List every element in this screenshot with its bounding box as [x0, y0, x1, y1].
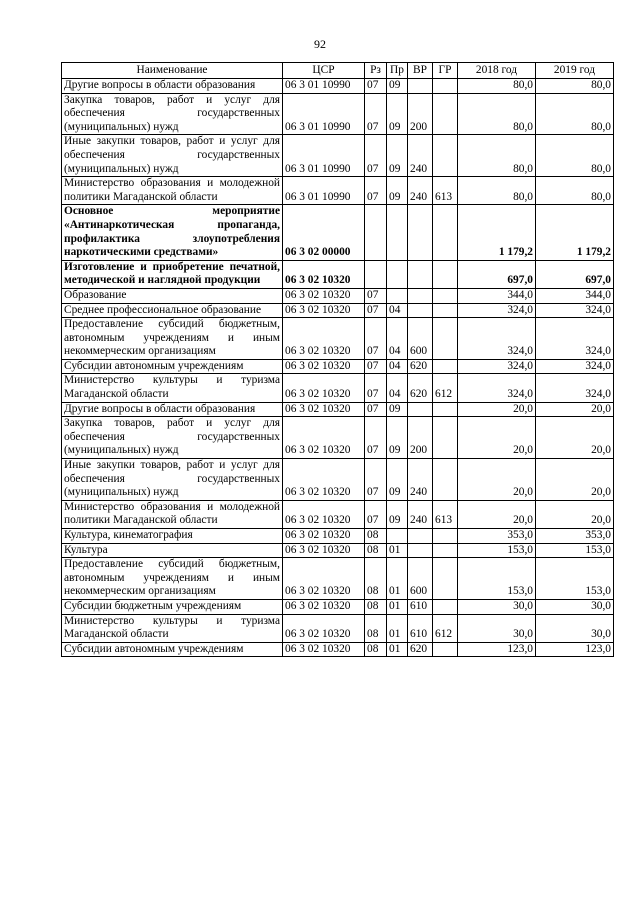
row-rz	[365, 205, 387, 260]
table-row	[62, 558, 614, 600]
row-name: Другие вопросы в области образования	[62, 402, 283, 417]
row-amount-2018: 80,0	[458, 135, 536, 177]
table-row	[62, 614, 614, 642]
row-csr: 06 3 02 10320	[283, 599, 365, 614]
row-pr	[387, 260, 408, 288]
row-csr: 06 3 01 10990	[283, 93, 365, 135]
row-rz: 07	[365, 135, 387, 177]
row-gr	[433, 318, 458, 360]
row-vr	[408, 543, 433, 558]
row-pr	[387, 288, 408, 303]
row-pr: 01	[387, 642, 408, 657]
row-pr: 04	[387, 359, 408, 374]
row-amount-2019: 153,0	[536, 558, 614, 600]
table-row	[62, 288, 614, 303]
col-header-2019: 2019 год	[536, 63, 614, 79]
row-rz: 07	[365, 177, 387, 205]
row-amount-2019: 30,0	[536, 599, 614, 614]
row-csr: 06 3 02 00000	[283, 205, 365, 260]
row-gr	[433, 402, 458, 417]
row-gr	[433, 359, 458, 374]
col-header-gr: ГР	[433, 63, 458, 79]
row-csr: 06 3 02 10320	[283, 288, 365, 303]
row-amount-2018: 20,0	[458, 500, 536, 528]
row-csr: 06 3 02 10320	[283, 260, 365, 288]
row-csr: 06 3 02 10320	[283, 318, 365, 360]
page-number: 92	[314, 37, 326, 51]
row-amount-2019: 80,0	[536, 177, 614, 205]
row-amount-2018: 324,0	[458, 318, 536, 360]
col-header-rz: Рз	[365, 63, 387, 79]
row-gr	[433, 642, 458, 657]
table-row	[62, 529, 614, 544]
row-csr: 06 3 02 10320	[283, 614, 365, 642]
row-pr: 01	[387, 543, 408, 558]
row-name: Предоставление субсидий бюджетным, автономным учреждениям и иным некоммерческим организациям	[62, 558, 283, 600]
row-csr: 06 3 02 10320	[283, 529, 365, 544]
row-pr: 04	[387, 318, 408, 360]
row-name: Изготовление и приобретение печатной, методической и наглядной продукции	[62, 260, 283, 288]
row-vr	[408, 402, 433, 417]
row-csr: 06 3 01 10990	[283, 177, 365, 205]
table-row	[62, 543, 614, 558]
table-row	[62, 359, 614, 374]
row-pr: 09	[387, 417, 408, 459]
row-csr: 06 3 02 10320	[283, 543, 365, 558]
row-pr	[387, 205, 408, 260]
table-row	[62, 260, 614, 288]
row-pr: 01	[387, 558, 408, 600]
row-amount-2018: 80,0	[458, 79, 536, 94]
row-gr	[433, 599, 458, 614]
row-vr: 200	[408, 417, 433, 459]
table-header-row	[62, 63, 614, 79]
row-name: Иные закупки товаров, работ и услуг для обеспечения государственных (муниципальных) нужд	[62, 135, 283, 177]
table-row	[62, 599, 614, 614]
row-amount-2018: 344,0	[458, 288, 536, 303]
row-gr: 613	[433, 177, 458, 205]
row-name: Субсидии автономным учреждениям	[62, 642, 283, 657]
row-rz: 08	[365, 529, 387, 544]
row-vr: 240	[408, 500, 433, 528]
col-header-pr: Пр	[387, 63, 408, 79]
row-vr: 610	[408, 599, 433, 614]
row-pr: 09	[387, 135, 408, 177]
row-name: Другие вопросы в области образования	[62, 79, 283, 94]
row-amount-2019: 353,0	[536, 529, 614, 544]
row-amount-2019: 344,0	[536, 288, 614, 303]
row-rz: 08	[365, 614, 387, 642]
row-amount-2019: 20,0	[536, 417, 614, 459]
row-amount-2018: 30,0	[458, 599, 536, 614]
table-row	[62, 417, 614, 459]
row-csr: 06 3 02 10320	[283, 374, 365, 402]
row-vr: 620	[408, 374, 433, 402]
row-pr: 04	[387, 374, 408, 402]
row-name: Субсидии бюджетным учреждениям	[62, 599, 283, 614]
col-header-name: Наименование	[62, 63, 283, 79]
row-amount-2018: 20,0	[458, 417, 536, 459]
row-rz: 07	[365, 374, 387, 402]
row-name: Субсидии автономным учреждениям	[62, 359, 283, 374]
row-amount-2019: 20,0	[536, 402, 614, 417]
row-amount-2018: 324,0	[458, 303, 536, 318]
row-name: Культура	[62, 543, 283, 558]
row-name: Министерство культуры и туризма Магаданской области	[62, 614, 283, 642]
table-row	[62, 177, 614, 205]
row-vr: 610	[408, 614, 433, 642]
row-amount-2019: 324,0	[536, 374, 614, 402]
row-vr	[408, 529, 433, 544]
row-pr	[387, 529, 408, 544]
row-vr	[408, 288, 433, 303]
row-gr	[433, 417, 458, 459]
row-amount-2018: 353,0	[458, 529, 536, 544]
row-name: Среднее профессиональное образование	[62, 303, 283, 318]
row-name: Закупка товаров, работ и услуг для обеспечения государственных (муниципальных) нужд	[62, 417, 283, 459]
row-pr: 01	[387, 614, 408, 642]
col-header-csr: ЦСР	[283, 63, 365, 79]
row-amount-2018: 153,0	[458, 543, 536, 558]
row-name: Закупка товаров, работ и услуг для обеспечения государственных (муниципальных) нужд	[62, 93, 283, 135]
row-rz: 07	[365, 359, 387, 374]
row-rz: 07	[365, 417, 387, 459]
row-name: Министерство образования и молодежной политики Магаданской области	[62, 500, 283, 528]
row-vr: 600	[408, 318, 433, 360]
row-vr: 240	[408, 177, 433, 205]
row-gr	[433, 459, 458, 501]
row-csr: 06 3 02 10320	[283, 558, 365, 600]
row-gr: 612	[433, 614, 458, 642]
row-vr: 620	[408, 642, 433, 657]
row-amount-2018: 20,0	[458, 459, 536, 501]
row-pr: 09	[387, 93, 408, 135]
table-row	[62, 642, 614, 657]
row-gr	[433, 135, 458, 177]
row-rz: 08	[365, 543, 387, 558]
table-row	[62, 459, 614, 501]
row-vr	[408, 205, 433, 260]
row-gr	[433, 303, 458, 318]
row-csr: 06 3 02 10320	[283, 459, 365, 501]
row-vr: 240	[408, 135, 433, 177]
row-gr	[433, 558, 458, 600]
row-gr	[433, 529, 458, 544]
row-vr: 600	[408, 558, 433, 600]
row-csr: 06 3 02 10320	[283, 359, 365, 374]
row-pr: 04	[387, 303, 408, 318]
row-vr: 240	[408, 459, 433, 501]
row-vr: 620	[408, 359, 433, 374]
row-name: Министерство образования и молодежной политики Магаданской области	[62, 177, 283, 205]
table-row	[62, 500, 614, 528]
row-rz: 07	[365, 402, 387, 417]
row-amount-2019: 697,0	[536, 260, 614, 288]
row-csr: 06 3 02 10320	[283, 402, 365, 417]
row-amount-2018: 324,0	[458, 374, 536, 402]
row-amount-2019: 30,0	[536, 614, 614, 642]
row-rz	[365, 260, 387, 288]
row-amount-2018: 153,0	[458, 558, 536, 600]
row-gr: 613	[433, 500, 458, 528]
row-gr	[433, 288, 458, 303]
col-header-2018: 2018 год	[458, 63, 536, 79]
row-amount-2019: 324,0	[536, 359, 614, 374]
row-amount-2019: 123,0	[536, 642, 614, 657]
row-csr: 06 3 02 10320	[283, 417, 365, 459]
row-amount-2018: 30,0	[458, 614, 536, 642]
table-row	[62, 374, 614, 402]
row-vr	[408, 260, 433, 288]
row-csr: 06 3 01 10990	[283, 79, 365, 94]
table-row	[62, 93, 614, 135]
table-row	[62, 135, 614, 177]
row-rz: 08	[365, 642, 387, 657]
row-name: Предоставление субсидий бюджетным, автономным учреждениям и иным некоммерческим организациям	[62, 318, 283, 360]
row-rz: 07	[365, 79, 387, 94]
row-amount-2018: 80,0	[458, 177, 536, 205]
row-name: Культура, кинематография	[62, 529, 283, 544]
row-gr: 612	[433, 374, 458, 402]
row-gr	[433, 205, 458, 260]
row-csr: 06 3 02 10320	[283, 500, 365, 528]
row-amount-2018: 697,0	[458, 260, 536, 288]
row-amount-2019: 80,0	[536, 79, 614, 94]
row-vr	[408, 79, 433, 94]
row-rz: 07	[365, 303, 387, 318]
row-amount-2018: 1 179,2	[458, 205, 536, 260]
row-amount-2018: 80,0	[458, 93, 536, 135]
budget-table	[61, 62, 614, 657]
row-rz: 08	[365, 599, 387, 614]
row-amount-2019: 1 179,2	[536, 205, 614, 260]
row-csr: 06 3 02 10320	[283, 303, 365, 318]
row-pr: 09	[387, 500, 408, 528]
row-gr	[433, 93, 458, 135]
row-pr: 09	[387, 79, 408, 94]
row-csr: 06 3 01 10990	[283, 135, 365, 177]
row-amount-2019: 20,0	[536, 500, 614, 528]
row-name: Иные закупки товаров, работ и услуг для обеспечения государственных (муниципальных) нужд	[62, 459, 283, 501]
row-name: Министерство культуры и туризма Магаданской области	[62, 374, 283, 402]
row-pr: 09	[387, 402, 408, 417]
row-amount-2019: 153,0	[536, 543, 614, 558]
row-name: Основное мероприятие «Антинаркотическая пропаганда, профилактика злоупотребления наркотическими средствами»	[62, 205, 283, 260]
row-rz: 07	[365, 288, 387, 303]
table-row	[62, 402, 614, 417]
row-rz: 07	[365, 93, 387, 135]
row-gr	[433, 79, 458, 94]
row-csr: 06 3 02 10320	[283, 642, 365, 657]
col-header-vr: ВР	[408, 63, 433, 79]
row-amount-2019: 80,0	[536, 135, 614, 177]
row-amount-2018: 20,0	[458, 402, 536, 417]
row-gr	[433, 543, 458, 558]
row-rz: 07	[365, 500, 387, 528]
row-pr: 01	[387, 599, 408, 614]
table-row	[62, 303, 614, 318]
row-pr: 09	[387, 459, 408, 501]
row-pr: 09	[387, 177, 408, 205]
row-name: Образование	[62, 288, 283, 303]
row-vr	[408, 303, 433, 318]
table-row	[62, 318, 614, 360]
row-amount-2019: 80,0	[536, 93, 614, 135]
row-amount-2019: 20,0	[536, 459, 614, 501]
row-amount-2019: 324,0	[536, 303, 614, 318]
table-row	[62, 79, 614, 94]
row-rz: 07	[365, 318, 387, 360]
row-vr: 200	[408, 93, 433, 135]
row-gr	[433, 260, 458, 288]
row-amount-2018: 123,0	[458, 642, 536, 657]
row-rz: 08	[365, 558, 387, 600]
table-row	[62, 205, 614, 260]
row-amount-2018: 324,0	[458, 359, 536, 374]
row-rz: 07	[365, 459, 387, 501]
row-amount-2019: 324,0	[536, 318, 614, 360]
